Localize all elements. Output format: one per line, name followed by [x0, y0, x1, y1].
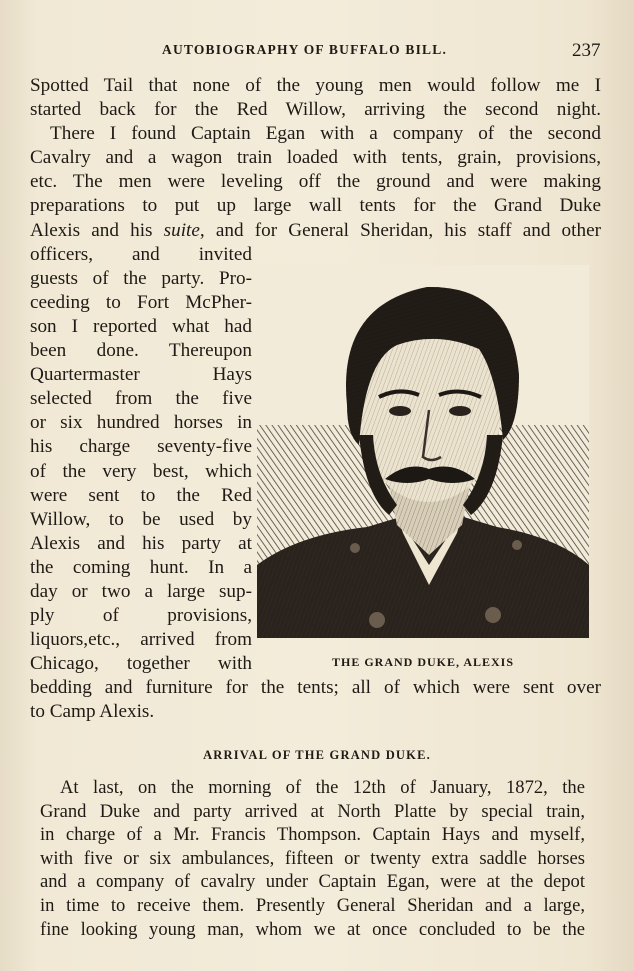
section-text	[40, 776, 585, 941]
text-line: ply of provisions,	[30, 605, 252, 627]
text-line: Chicago, together with	[30, 653, 252, 675]
text-line: son I reported what had	[30, 315, 252, 337]
text-line	[30, 219, 601, 243]
text-line: At last, on the morning of the 12th of January, 1872, the	[60, 777, 585, 798]
text-line: or six hundred horses in	[30, 412, 252, 434]
portrait-image	[257, 265, 589, 638]
text-line: Cavalry and a wagon train loaded with tents, grain, provisions,	[30, 147, 601, 169]
text-line: officers, and invited	[30, 243, 252, 265]
text-line: Willow, to be used by	[30, 508, 252, 530]
text-line: in charge of a Mr. Francis Thompson. Captain Hays and myself,	[40, 824, 585, 846]
running-title: AUTOBIOGRAPHY OF BUFFALO BILL.	[162, 42, 448, 57]
text-line: bedding and furniture for the tents; all of which were sent over	[30, 677, 601, 699]
text-line: day or two a large sup-	[30, 580, 252, 602]
text-fragment: , and for General Sheridan, his staff and other	[199, 219, 601, 241]
text-line: been done. Thereupon	[30, 340, 252, 362]
text-fragment: Alexis and his	[30, 219, 164, 241]
text-line: with five or six ambulances, fifteen or twenty extra saddle horses	[40, 847, 585, 869]
text-line: the coming hunt. In a	[30, 556, 252, 578]
text-line: were sent to the Red	[30, 484, 252, 506]
text-line: Alexis and his party at	[30, 532, 252, 554]
portrait-engraving	[257, 265, 589, 638]
text-line: started back for the Red Willow, arriving the second night.	[30, 99, 601, 121]
text-line: in time to receive them. Presently General Sheridan and a large,	[40, 894, 585, 916]
text-line: and a company of cavalry under Captain Egan, were at the depot	[40, 871, 585, 893]
page-header	[0, 40, 634, 66]
page-number: 237	[572, 40, 601, 61]
text-line: ceeding to Fort McPher-	[30, 291, 252, 313]
text-line: There I found Captain Egan with a company of the second	[50, 123, 601, 145]
text-line: his charge seventy-five	[30, 436, 252, 458]
text-line: to Camp Alexis.	[30, 701, 155, 723]
text-line: Spotted Tail that none of the young men would follow me I	[30, 75, 601, 96]
portrait-caption: THE GRAND DUKE, ALEXIS	[331, 655, 515, 669]
text-line: selected from the five	[30, 388, 252, 410]
text-line: liquors,etc., arrived from	[30, 629, 252, 651]
section-heading: ARRIVAL OF THE GRAND DUKE.	[203, 748, 431, 762]
text-line: etc. The men were leveling off the ground and were making	[30, 171, 601, 193]
text-line: fine looking young man, whom we at once concluded to be the	[40, 918, 585, 940]
text-line: of the very best, which	[30, 460, 252, 482]
text-line: preparations to put up large wall tents for the Grand Duke	[30, 195, 601, 217]
text-line: Grand Duke and party arrived at North Platte by special train,	[40, 800, 585, 822]
text-line: guests of the party. Pro-	[30, 267, 252, 289]
italic-word: suite	[163, 219, 200, 241]
text-line: Quartermaster Hays	[30, 364, 252, 386]
